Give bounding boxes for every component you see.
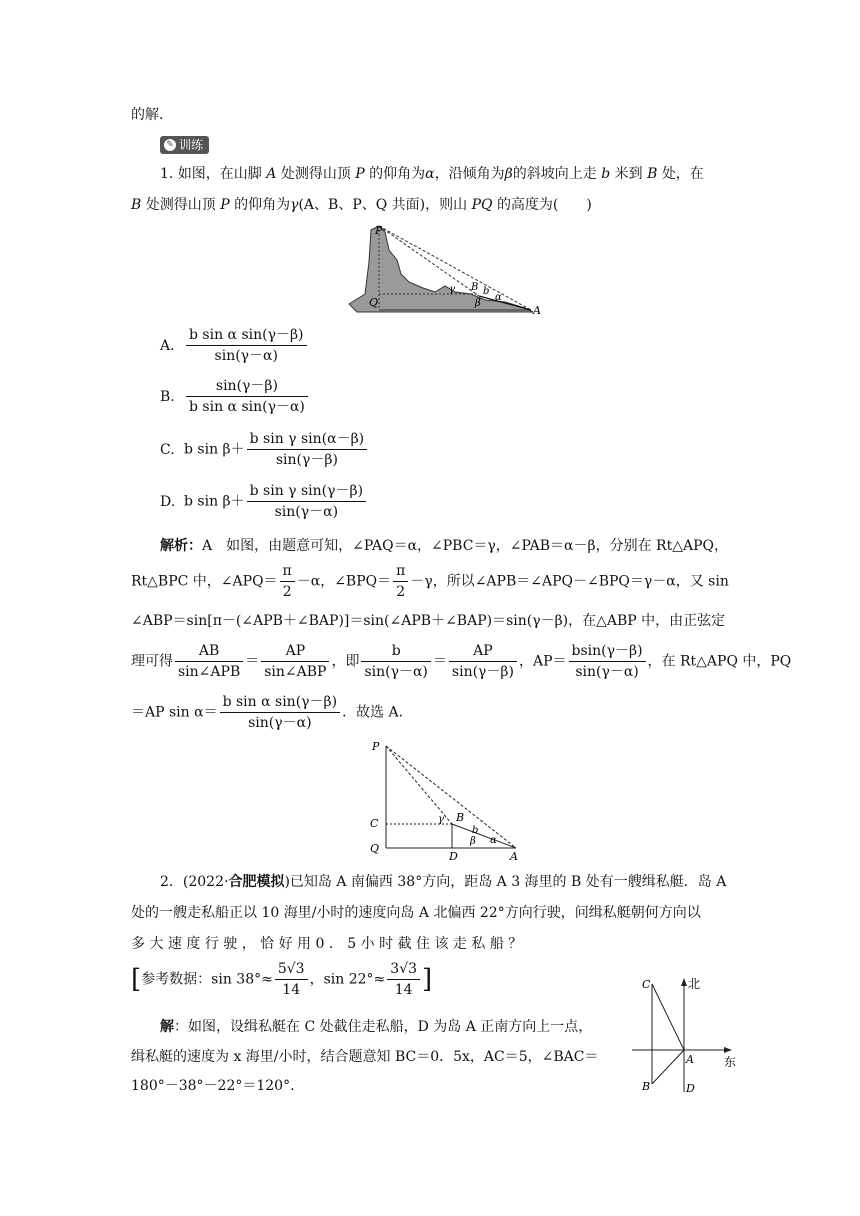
fig1-label-Q: Q	[369, 296, 379, 309]
training-badge	[160, 136, 209, 154]
fig2-label-D: D	[449, 850, 458, 862]
mountain-figure	[345, 222, 545, 322]
option-a: A. $\frac{\text{b sin α sin(γ－β)}}{\sin(\gamma-\alpha)}$	[160, 326, 309, 365]
fig2-label-gamma: γ	[438, 814, 444, 825]
triangle-figure	[364, 738, 534, 862]
fig1-label-gamma: γ	[449, 284, 455, 295]
badge-label: 训练	[179, 138, 204, 152]
option-c: C. b sin β＋ $\frac{\text{b sin γ sin(α－β)}}{\sin(\gamma-\beta)}$	[160, 430, 369, 469]
fig2-label-Q: Q	[370, 842, 380, 855]
fig3-label-D: D	[686, 1082, 695, 1095]
fig2-label-A: A	[510, 850, 518, 862]
fig1-label-beta: β	[475, 298, 481, 309]
fig1-label-A: A	[533, 304, 541, 317]
solution1-line-5: ＝AP sin α＝ $\frac{\text{b sin α sin(γ－β)}}{\sin(\gamma-\alpha)}$ ．故选 A.	[131, 694, 404, 731]
solution1-line-4: 理可得 $\frac{AB}{\text{sin∠APB}}$ ＝ $\frac{AP}{\text{sin∠ABP}}$ ，即 $\frac{b}{\sin(\gamma-\alpha)}$ ＝ $\frac{AP}{\sin(\gamma-\beta)}$ ，AP＝ $\frac{bsin(\gamma-\beta)}{\sin(\gamma-\alpha)}$ ，在 Rt△APQ 中，PQ	[131, 643, 792, 680]
solution2-line-2: 缉私艇的速度为 x 海里/小时，结合题意知 BC＝0．5x，AC＝5，∠BAC＝	[131, 1049, 599, 1065]
intro-tail: 的解.	[131, 107, 164, 123]
solution2-line-3: 180°－38°－22°＝120°.	[131, 1078, 295, 1094]
fig1-label-b: b	[483, 286, 490, 297]
fig2-label-beta: β	[470, 836, 476, 847]
q1-line-1: 1. 如图，在山脚 A 处测得山顶 P 的仰角为α，沿倾角为β的斜坡向上走 b 米到 B 处，在	[160, 166, 704, 182]
q2-line-2: 处的一艘走私船正以 10 海里/小时的速度向岛 A 北偏西 22°方向行驶，问缉私艇朝何方向以	[131, 905, 701, 921]
option-d: D. b sin β＋ $\frac{\text{b sin γ sin(γ－β)}}{\sin(\gamma-\alpha)}$	[160, 482, 368, 521]
solution1-line-3: ∠ABP＝sin[π－(∠APB＋∠BAP)]＝sin(∠APB＋∠BAP)＝sin(γ－β)，在△ABP 中，由正弦定	[131, 613, 726, 629]
fig2-label-b: b	[472, 825, 479, 836]
pencil-icon: ✎	[164, 139, 176, 151]
option-b: B. $\frac{\sin(\gamma-\beta)}{\text{b sin α sin(γ－α)}}$	[160, 377, 310, 416]
fig2-label-P: P	[372, 740, 380, 753]
fig3-label-C: C	[642, 978, 651, 991]
solution1-line-1: 解析：A 如图，由题意可知，∠PAQ＝α，∠PBC＝γ，∠PAB＝α－β，分别在 Rt△APQ，	[160, 538, 728, 554]
fig3-label-east: 东	[724, 1055, 737, 1069]
fig1-label-P: P	[375, 224, 383, 237]
compass-figure	[628, 974, 740, 1098]
fig2-label-alpha: α	[490, 835, 497, 846]
fig3-label-B: B	[642, 1080, 651, 1093]
fig2-label-B: B	[456, 811, 465, 824]
fig3-label-north: 北	[688, 977, 701, 991]
fig1-label-alpha: α	[495, 292, 502, 303]
q2-line-1: 2．(2022·合肥模拟)已知岛 A 南偏西 38°方向，距岛 A 3 海里的 B 处有一艘缉私艇．岛 A	[160, 874, 727, 890]
fig1-label-B: B	[471, 282, 479, 293]
solution2-line-1: 解：如图，设缉私艇在 C 处截住走私船，D 为岛 A 正南方向上一点，	[160, 1019, 593, 1035]
fig3-label-A: A	[686, 1053, 694, 1066]
fig2-label-C: C	[370, 817, 379, 830]
q2-line-3: 多 大 速 度 行 驶 ， 恰 好 用 0 ． 5 小 时 截 住 该 走 私 船 ？	[131, 936, 523, 952]
solution1-line-2: Rt△BPC 中，∠APQ＝ $\frac{\pi}{2}$ －α，∠BPQ＝ $\frac{\pi}{2}$ －γ，所以∠APB＝∠APQ－∠BPQ＝γ－α，又 sin	[131, 563, 729, 600]
q1-line-2: B 处测得山顶 P 的仰角为γ(A、B、P、Q 共面)，则山 PQ 的高度为( )	[131, 197, 592, 213]
q2-reference-data: [参考数据：sin 38°≈ $\frac{5√3}{14}$ ，sin 22°≈ $\frac{3√3}{14}$ ]	[131, 961, 433, 998]
